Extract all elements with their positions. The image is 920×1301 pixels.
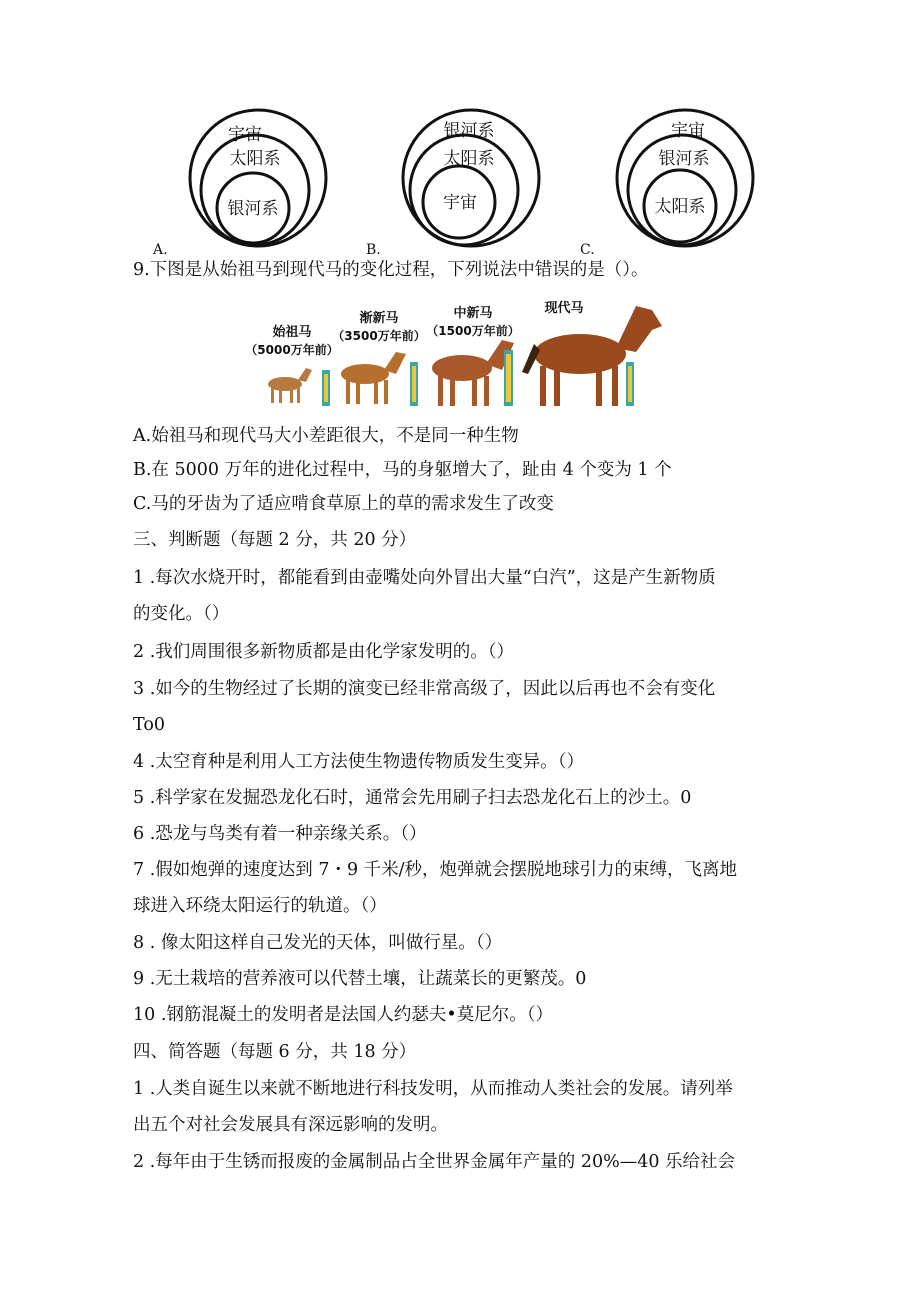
section3-line-3: 2 .我们周围很多新物质都是由化学家发明的。（） (133, 642, 515, 662)
horse-1-name: 始祖马 (272, 325, 312, 340)
section3-line-13: 10 .钢筋混凝土的发明者是法国人约瑟夫•莫尼尔。（） (133, 1005, 553, 1025)
horse-3-era: （1500万年前） (426, 324, 520, 338)
horse-4-name: 现代马 (544, 301, 584, 316)
q9-option-a: A.始祖马和现代马大小差距很大，不是同一种生物 (133, 426, 519, 446)
horse-evolution-figure (240, 292, 670, 410)
diagram-b-outer-label: 银河系 (443, 121, 495, 141)
section3-line-4: 3 .如今的生物经过了长期的演变已经非常高级了，因此以后再也不会有变化 (133, 679, 716, 699)
q9-option-c: C.马的牙齿为了适应啃食草原上的草的需求发生了改变 (133, 494, 554, 514)
diagram-c-letter: C. (580, 242, 595, 258)
horse-3-image (432, 340, 514, 406)
diagram-a (183, 106, 333, 251)
section4-line-3: 2 .每年由于生锈而报废的金属制品占全世界金属年产量的 20%—40 乐给社会 (133, 1152, 736, 1172)
diagram-b-inner-label: 宇宙 (443, 193, 477, 213)
horse-1-image (268, 368, 312, 403)
section3-line-11: 8 . 像太阳这样自己发光的天体，叫做行星。（） (133, 933, 503, 953)
section3-line-5: To0 (133, 715, 165, 735)
horse-4-leg-bone-icon (626, 362, 634, 406)
horse-4-image (522, 306, 662, 406)
section3-line-6: 4 .太空育种是利用人工方法使生物遗传物质发生变异。（） (133, 752, 585, 772)
diagram-a-outer-label: 宇宙 (228, 125, 262, 145)
q9-option-b: B.在 5000 万年的进化过程中，马的身躯增大了，趾由 4 个变为 1 个 (133, 460, 672, 480)
section4-line-1: 1 .人类自诞生以来就不断地进行科技发明，从而推动人类社会的发展。请列举 (133, 1079, 733, 1099)
horse-1-leg-bone-icon (322, 370, 330, 406)
section3-line-9: 7 .假如炮弹的速度达到 7・9 千米/秒，炮弹就会摆脱地球引力的束缚，飞离地 (133, 860, 738, 880)
horse-1-era: （5000万年前） (245, 343, 339, 357)
section4-line-2: 出五个对社会发展具有深远影响的发明。 (133, 1115, 448, 1135)
diagram-c-outer-label: 宇宙 (671, 121, 705, 141)
diagram-a-middle-label: 太阳系 (229, 149, 281, 169)
horse-2-name: 渐新马 (359, 311, 399, 326)
section4-heading: 四、简答题（每题 6 分，共 18 分） (133, 1042, 417, 1062)
q9-stem: 9.下图是从始祖马到现代马的变化过程，下列说法中错误的是（）。 (133, 260, 649, 280)
diagram-b (396, 106, 546, 251)
horse-2-image (341, 352, 406, 404)
diagram-a-letter: A. (153, 242, 168, 258)
section3-line-12: 9 .无土栽培的营养液可以代替土壤，让蔬菜长的更繁茂。0 (133, 969, 587, 989)
horse-3-name: 中新马 (453, 306, 493, 321)
section3-line-1: 1 .每次水烧开时，都能看到由壶嘴处向外冒出大量“白汽”，这是产生新物质 (133, 568, 716, 588)
section3-line-2: 的变化。（） (133, 604, 230, 624)
horse-2-era: （3500万年前） (332, 329, 426, 343)
section3-line-8: 6 .恐龙与鸟类有着一种亲缘关系。（） (133, 824, 427, 844)
diagram-c-middle-label: 银河系 (658, 149, 710, 169)
section3-heading: 三、判断题（每题 2 分，共 20 分） (133, 530, 417, 550)
diagram-c-inner-label: 太阳系 (654, 197, 706, 217)
diagram-a-inner-label: 银河系 (227, 199, 279, 219)
section3-line-7: 5 .科学家在发掘恐龙化石时，通常会先用刷子扫去恐龙化石上的沙土。0 (133, 788, 692, 808)
diagram-c (610, 106, 760, 251)
diagram-b-middle-label: 太阳系 (443, 149, 495, 169)
section3-line-10: 球进入环绕太阳运行的轨道。（） (133, 896, 387, 916)
horse-3-leg-bone-icon (504, 350, 513, 406)
diagram-b-letter: B. (366, 242, 381, 258)
horse-2-leg-bone-icon (410, 362, 418, 406)
